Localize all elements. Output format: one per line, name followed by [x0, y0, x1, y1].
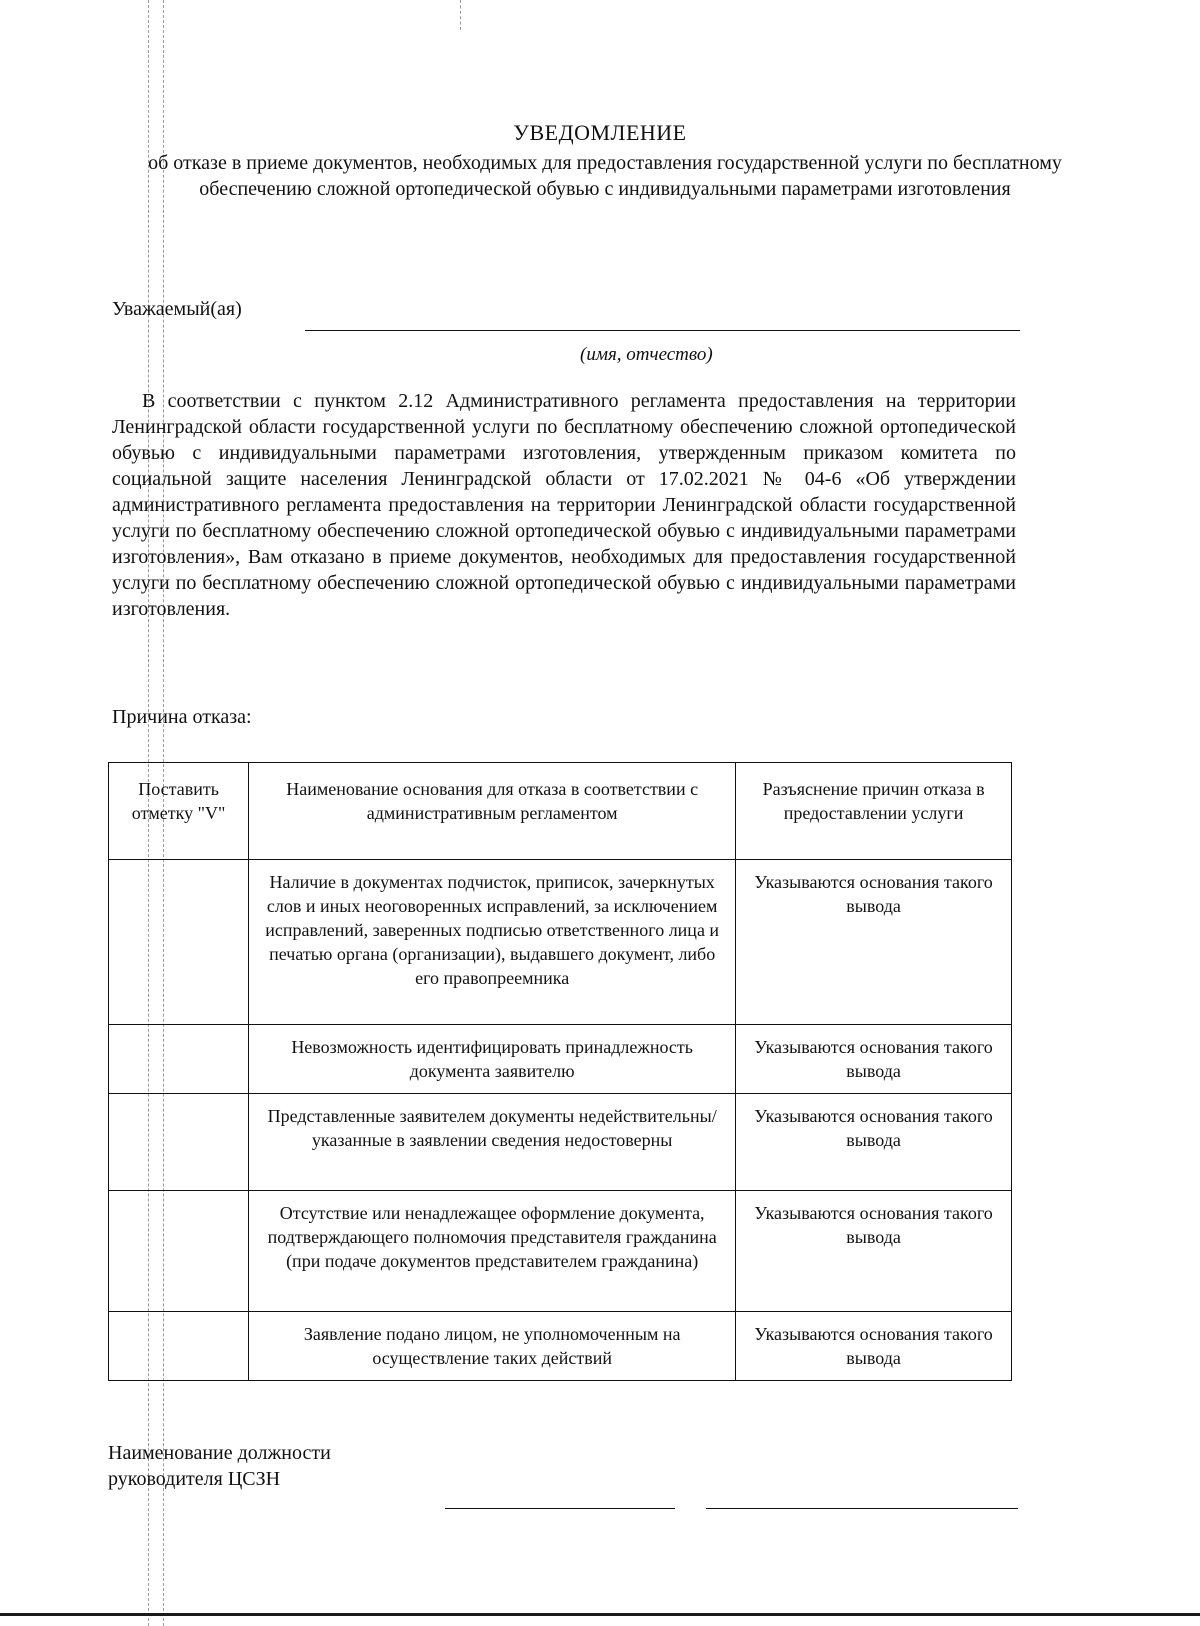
- reason-explanation-cell: Указываются основания такого вывода: [736, 860, 1012, 1025]
- position-line-2: руководителя ЦСЗН: [108, 1468, 281, 1490]
- header-name: Наименование основания для отказа в соответствии с административным регламентом: [249, 763, 736, 860]
- name-fill-line: [305, 330, 1020, 331]
- table-row: [109, 1312, 1012, 1381]
- position-line-1: Наименование должности: [108, 1442, 331, 1464]
- salutation-label: Уважаемый(ая): [112, 298, 242, 320]
- document-subtitle: об отказе в приеме документов, необходимых для предоставления государственной услуги по бесплатному обеспечению сложной ортопедической обувью с индивидуальными параметрами изготовления: [148, 152, 1062, 200]
- body-paragraph: В соответствии с пунктом 2.12 Административного регламента предоставления на территории Ленинградской области государственной услуги по бесплатному обеспечению сложной ортопедической обувью с индивидуальными параметрами изготовления, утвержденным приказом комитета по социальной защите населения Ленинградской области от 17.02.2021 № 04-6 «Об утверждении административного регламента предоставления на территории Ленинградской области государственной услуги по бесплатному обеспечению сложной ортопедической обувью с индивидуальными параметрами изготовления», Вам отказано в приеме документов, необходимых для предоставления государственной услуги по бесплатному обеспечению сложной ортопедической обувью с индивидуальными параметрами изготовления.: [112, 390, 1016, 620]
- scan-artifact-edge: [0, 1613, 1200, 1616]
- table-row: [109, 860, 1012, 1025]
- table-row: [109, 1191, 1012, 1312]
- signature-line: [445, 1508, 675, 1509]
- table-row: [109, 1025, 1012, 1094]
- mark-cell[interactable]: [109, 1025, 249, 1094]
- name-hint: (имя, отчество): [580, 344, 713, 365]
- reason-explanation-cell: Указываются основания такого вывода: [736, 1094, 1012, 1191]
- mark-cell[interactable]: [109, 1191, 249, 1312]
- reason-name-cell: Отсутствие или ненадлежащее оформление документа, подтверждающего полномочия представителя гражданина (при подаче документов представителем гражданина): [249, 1191, 736, 1312]
- reason-explanation-cell: Указываются основания такого вывода: [736, 1191, 1012, 1312]
- reason-name-cell: Наличие в документах подчисток, приписок, зачеркнутых слов и иных неоговоренных исправлений, за исключением исправлений, заверенных подписью ответственного лица и печатью органа (организации), выдавшего документ, либо его правопреемника: [249, 860, 736, 1025]
- table-header-row: [109, 763, 1012, 860]
- header-explanation: Разъяснение причин отказа в предоставлении услуги: [736, 763, 1012, 860]
- position-label: [108, 1440, 331, 1492]
- reason-label: Причина отказа:: [112, 706, 252, 728]
- mark-cell[interactable]: [109, 1094, 249, 1191]
- header-mark: Поставить отметку "V": [109, 763, 249, 860]
- reason-name-cell: Представленные заявителем документы недействительны/указанные в заявлении сведения недостоверны: [249, 1094, 736, 1191]
- reason-explanation-cell: Указываются основания такого вывода: [736, 1025, 1012, 1094]
- scan-artifact-line: [460, 0, 461, 30]
- name-signature-line: [706, 1508, 1018, 1509]
- mark-cell[interactable]: [109, 860, 249, 1025]
- reason-name-cell: Заявление подано лицом, не уполномоченным на осуществление таких действий: [249, 1312, 736, 1381]
- reason-explanation-cell: Указываются основания такого вывода: [736, 1312, 1012, 1381]
- table-row: [109, 1094, 1012, 1191]
- document-title: УВЕДОМЛЕНИЕ: [513, 120, 687, 145]
- reason-name-cell: Невозможность идентифицировать принадлежность документа заявителю: [249, 1025, 736, 1094]
- mark-cell[interactable]: [109, 1312, 249, 1381]
- reasons-table: [108, 762, 1012, 1381]
